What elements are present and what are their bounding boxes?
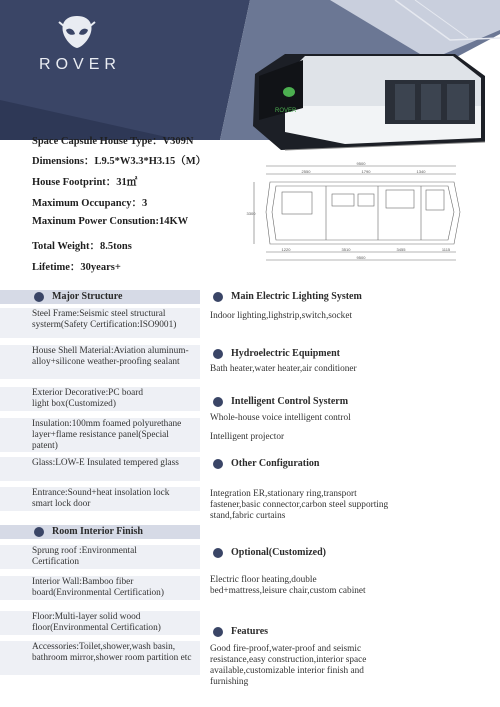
list-item: Good fire-proof,water-proof and seismic resistance,easy construction,interior space available,customizable interior finish and furnishing: [210, 644, 367, 687]
list-item: House Shell Material:Aviation aluminum-alloy+silicone weather-proofing sealant: [32, 346, 189, 367]
plan-dim-left: 3300: [246, 211, 256, 216]
plan-dim-bottom-seg: 1220: [281, 247, 291, 252]
list-item: Insulation:100mm foamed polyurethane layer+flame resistance panel(Special patent): [32, 419, 182, 451]
section-optional: Optional(Customized): [231, 547, 326, 558]
section-control: Intelligent Control Systerm: [231, 396, 348, 407]
plan-dim-top-seg: 1790: [361, 169, 371, 174]
section-other-config: Other Configuration: [231, 458, 319, 469]
plan-dim-bottom: 9500: [356, 255, 366, 260]
bullet-dot-icon: [213, 397, 223, 407]
plan-dim-top-seg: 2550: [301, 169, 311, 174]
bullet-dot-icon: [213, 292, 223, 302]
plan-dim-bottom-seg: 3510: [341, 247, 351, 252]
bullet-dot-icon: [213, 349, 223, 359]
section-room-interior: Room Interior Finish: [52, 526, 143, 537]
section-major-structure: Major Structure: [52, 291, 122, 302]
list-item: Intelligent projector: [210, 432, 285, 442]
spec-weight: Total Weight：8.5tons: [32, 241, 132, 252]
plan-dim-bottom-seg: 1115: [441, 247, 451, 252]
plan-dim-bottom-seg: 3455: [396, 247, 406, 252]
list-item: Interior Wall:Bamboo fiber board(Environmental Certification): [32, 577, 164, 598]
list-item: Steel Frame:Seismic steel structural systerm(Safety Certification:ISO9001): [32, 309, 177, 330]
bullet-dot-icon: [213, 459, 223, 469]
section-features: Features: [231, 626, 268, 637]
bullet-dot-icon: [34, 292, 44, 302]
spec-power: Maxinum Power Consution:14KW: [32, 216, 189, 227]
section-lighting: Main Electric Lighting System: [231, 291, 362, 302]
list-item: Accessories:Toilet,shower,wash basin, bathroom mirror,shower room partition etc: [32, 642, 192, 663]
bullet-dot-icon: [34, 527, 44, 537]
plan-dim-top-seg: 1340: [416, 169, 426, 174]
plan-dim-top: 9500: [356, 161, 366, 166]
list-item: Glass:LOW-E Insulated tempered glass: [32, 458, 179, 468]
spec-footprint: House Footprint：31㎡: [32, 177, 138, 188]
bullet-dot-icon: [213, 548, 223, 558]
brand-name: ROVER: [39, 56, 121, 73]
section-hydroelectric: Hydroelectric Equipment: [231, 348, 340, 359]
spec-dimensions: Dimensions：L9.5*W3.3*H3.15（M）: [32, 156, 207, 167]
spec-lifetime: Lifetime：30years+: [32, 262, 121, 273]
list-item: Sprung roof :Environmental Certification: [32, 546, 137, 567]
bullet-dot-icon: [213, 627, 223, 637]
list-item: Electric floor heating,double bed+mattress,leisure chair,custom cabinet: [210, 575, 366, 596]
list-item: Bath heater,water heater,air conditioner: [210, 364, 357, 374]
spec-type: Space Capsule House Type：V309N: [32, 136, 194, 147]
list-item: Entrance:Sound+heat insolation lock smart lock door: [32, 488, 170, 509]
list-item: Indoor lighting,lighstrip,switch,socket: [210, 311, 353, 321]
capsule-house-image: [245, 46, 495, 154]
list-item: Exterior Decorative:PC board light box(Customized): [32, 388, 144, 409]
list-item: Whole-house voice intelligent control: [210, 413, 351, 423]
spec-occupancy: Maximum Occupancy：3: [32, 198, 148, 209]
list-item: Integration ER,stationary ring,transport fastener,basic connector,carbon steel supporting stand,fabric curtains: [210, 489, 389, 521]
floor-plan-drawing: [246, 160, 472, 264]
alien-head-icon: [57, 14, 97, 50]
list-item: Floor:Multi-layer solid wood floor(Environmental Certification): [32, 612, 161, 633]
capsule-badge: ROVER: [275, 108, 297, 114]
